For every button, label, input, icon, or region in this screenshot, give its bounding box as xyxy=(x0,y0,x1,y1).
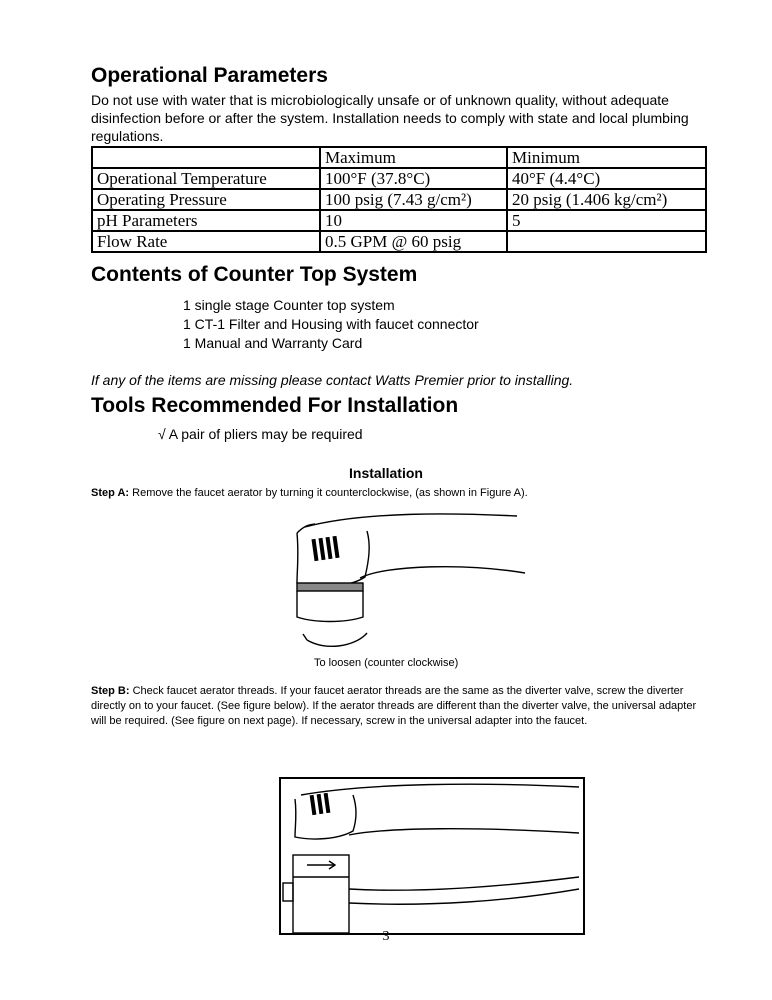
table-row xyxy=(92,168,706,189)
table-cell: 20 psig (1.406 kg/cm²) xyxy=(507,189,706,210)
step-a-text xyxy=(91,486,528,501)
tools-item: √ A pair of pliers may be required xyxy=(158,426,363,442)
table-cell: 5 xyxy=(507,210,706,231)
table-header-row xyxy=(92,147,706,168)
table-cell: 100°F (37.8°C) xyxy=(320,168,507,189)
table-row xyxy=(92,210,706,231)
installation-heading: Installation xyxy=(349,465,423,481)
table-header-minimum: Minimum xyxy=(507,147,706,168)
step-b-text xyxy=(91,684,706,729)
table-cell: 40°F (4.4°C) xyxy=(507,168,706,189)
list-item: 1 Manual and Warranty Card xyxy=(183,335,363,351)
table-cell: 10 xyxy=(320,210,507,231)
step-b-label: Step B: xyxy=(91,685,130,697)
figure-a-caption: To loosen (counter clockwise) xyxy=(314,657,459,669)
table-row xyxy=(92,231,706,252)
figure-a-faucet-illustration xyxy=(285,505,535,655)
table-cell: Operating Pressure xyxy=(92,189,320,210)
page-number: 3 xyxy=(382,929,390,944)
table-cell: Operational Temperature xyxy=(92,168,320,189)
step-a-label: Step A: xyxy=(91,487,130,499)
missing-items-note: If any of the items are missing please contact Watts Premier prior to installing. xyxy=(91,372,574,388)
table-cell: 100 psig (7.43 g/cm²) xyxy=(320,189,507,210)
list-item: 1 single stage Counter top system xyxy=(183,297,395,313)
figure-b-diverter-illustration xyxy=(279,777,585,935)
table-row xyxy=(92,189,706,210)
table-cell xyxy=(92,147,320,168)
tools-heading: Tools Recommended For Installation xyxy=(91,394,459,417)
table-cell: 0.5 GPM @ 60 psig xyxy=(320,231,507,252)
step-a-body: Remove the faucet aerator by turning it counterclockwise, (as shown in Figure A). xyxy=(132,487,528,499)
table-cell: Flow Rate xyxy=(92,231,320,252)
operational-intro-text: Do not use with water that is microbiologically unsafe or of unknown quality, without adequate disinfection before or after the system. Installation needs to comply with state and local plumbing regulations. xyxy=(91,92,689,144)
table-cell xyxy=(507,231,706,252)
operational-parameters-table xyxy=(91,146,707,253)
operational-parameters-heading: Operational Parameters xyxy=(91,64,328,87)
step-b-body: Check faucet aerator threads. If your faucet aerator threads are the same as the diverter valve, screw the diverter directly on to your faucet. (See figure below). If the aerator threads are different than the diverter valve, the universal adapter will be required. (See figure on next page). If necessary, screw in the universal adapter into the faucet. xyxy=(91,685,697,727)
table-cell: pH Parameters xyxy=(92,210,320,231)
contents-heading: Contents of Counter Top System xyxy=(91,263,418,286)
list-item: 1 CT-1 Filter and Housing with faucet connector xyxy=(183,316,479,332)
table-header-maximum: Maximum xyxy=(320,147,507,168)
